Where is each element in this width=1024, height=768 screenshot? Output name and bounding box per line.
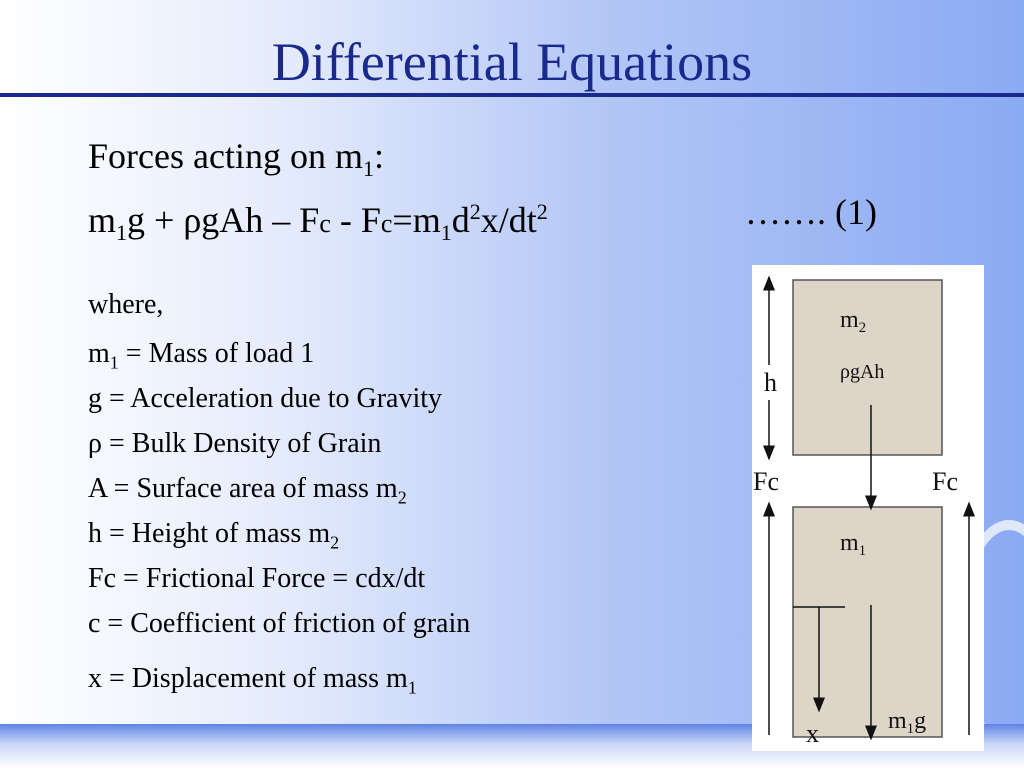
where-label: where,	[88, 289, 164, 320]
definition-g: g = Acceleration due to Gravity	[88, 383, 443, 414]
m1g-label: $m_1g$	[888, 708, 927, 737]
definition-fc: Fc = Frictional Force = cdx/dt	[88, 563, 426, 594]
m2-label: $m_2$	[840, 307, 867, 336]
definition-rho: ρ = Bulk Density of Grain	[88, 428, 382, 459]
fc-left-label: Fc	[753, 467, 779, 496]
free-body-diagram	[752, 265, 984, 751]
displacement-label: x	[806, 719, 819, 748]
free-body-diagram-svg	[752, 265, 984, 751]
definition-c: c = Coefficient of friction of grain	[88, 608, 471, 639]
height-label: h	[764, 368, 777, 397]
slide-title: Differential Equations	[271, 32, 753, 92]
definition-x: x = Displacement of mass $m_1$	[88, 663, 417, 698]
definition-h: h = Height of mass $m_2$	[88, 518, 340, 553]
fc-right-label: Fc	[932, 467, 958, 496]
definition-m1: $m_1$ = Mass of load 1	[88, 338, 315, 373]
mass-m1-block	[793, 507, 942, 737]
title-underline	[0, 93, 1024, 97]
definition-A: A = Surface area of mass $m_2$	[88, 473, 407, 508]
m1-label: $m_1$	[840, 530, 867, 559]
forces-heading: Forces acting on $m_1$:	[88, 136, 384, 182]
equation-number: ……. (1)	[745, 192, 877, 232]
force-equation: $m_1g + \rho gAh - Fc - Fc=m_1d^2x/dt^2$	[88, 199, 548, 246]
rhogah-label: ρgAh	[840, 361, 885, 383]
